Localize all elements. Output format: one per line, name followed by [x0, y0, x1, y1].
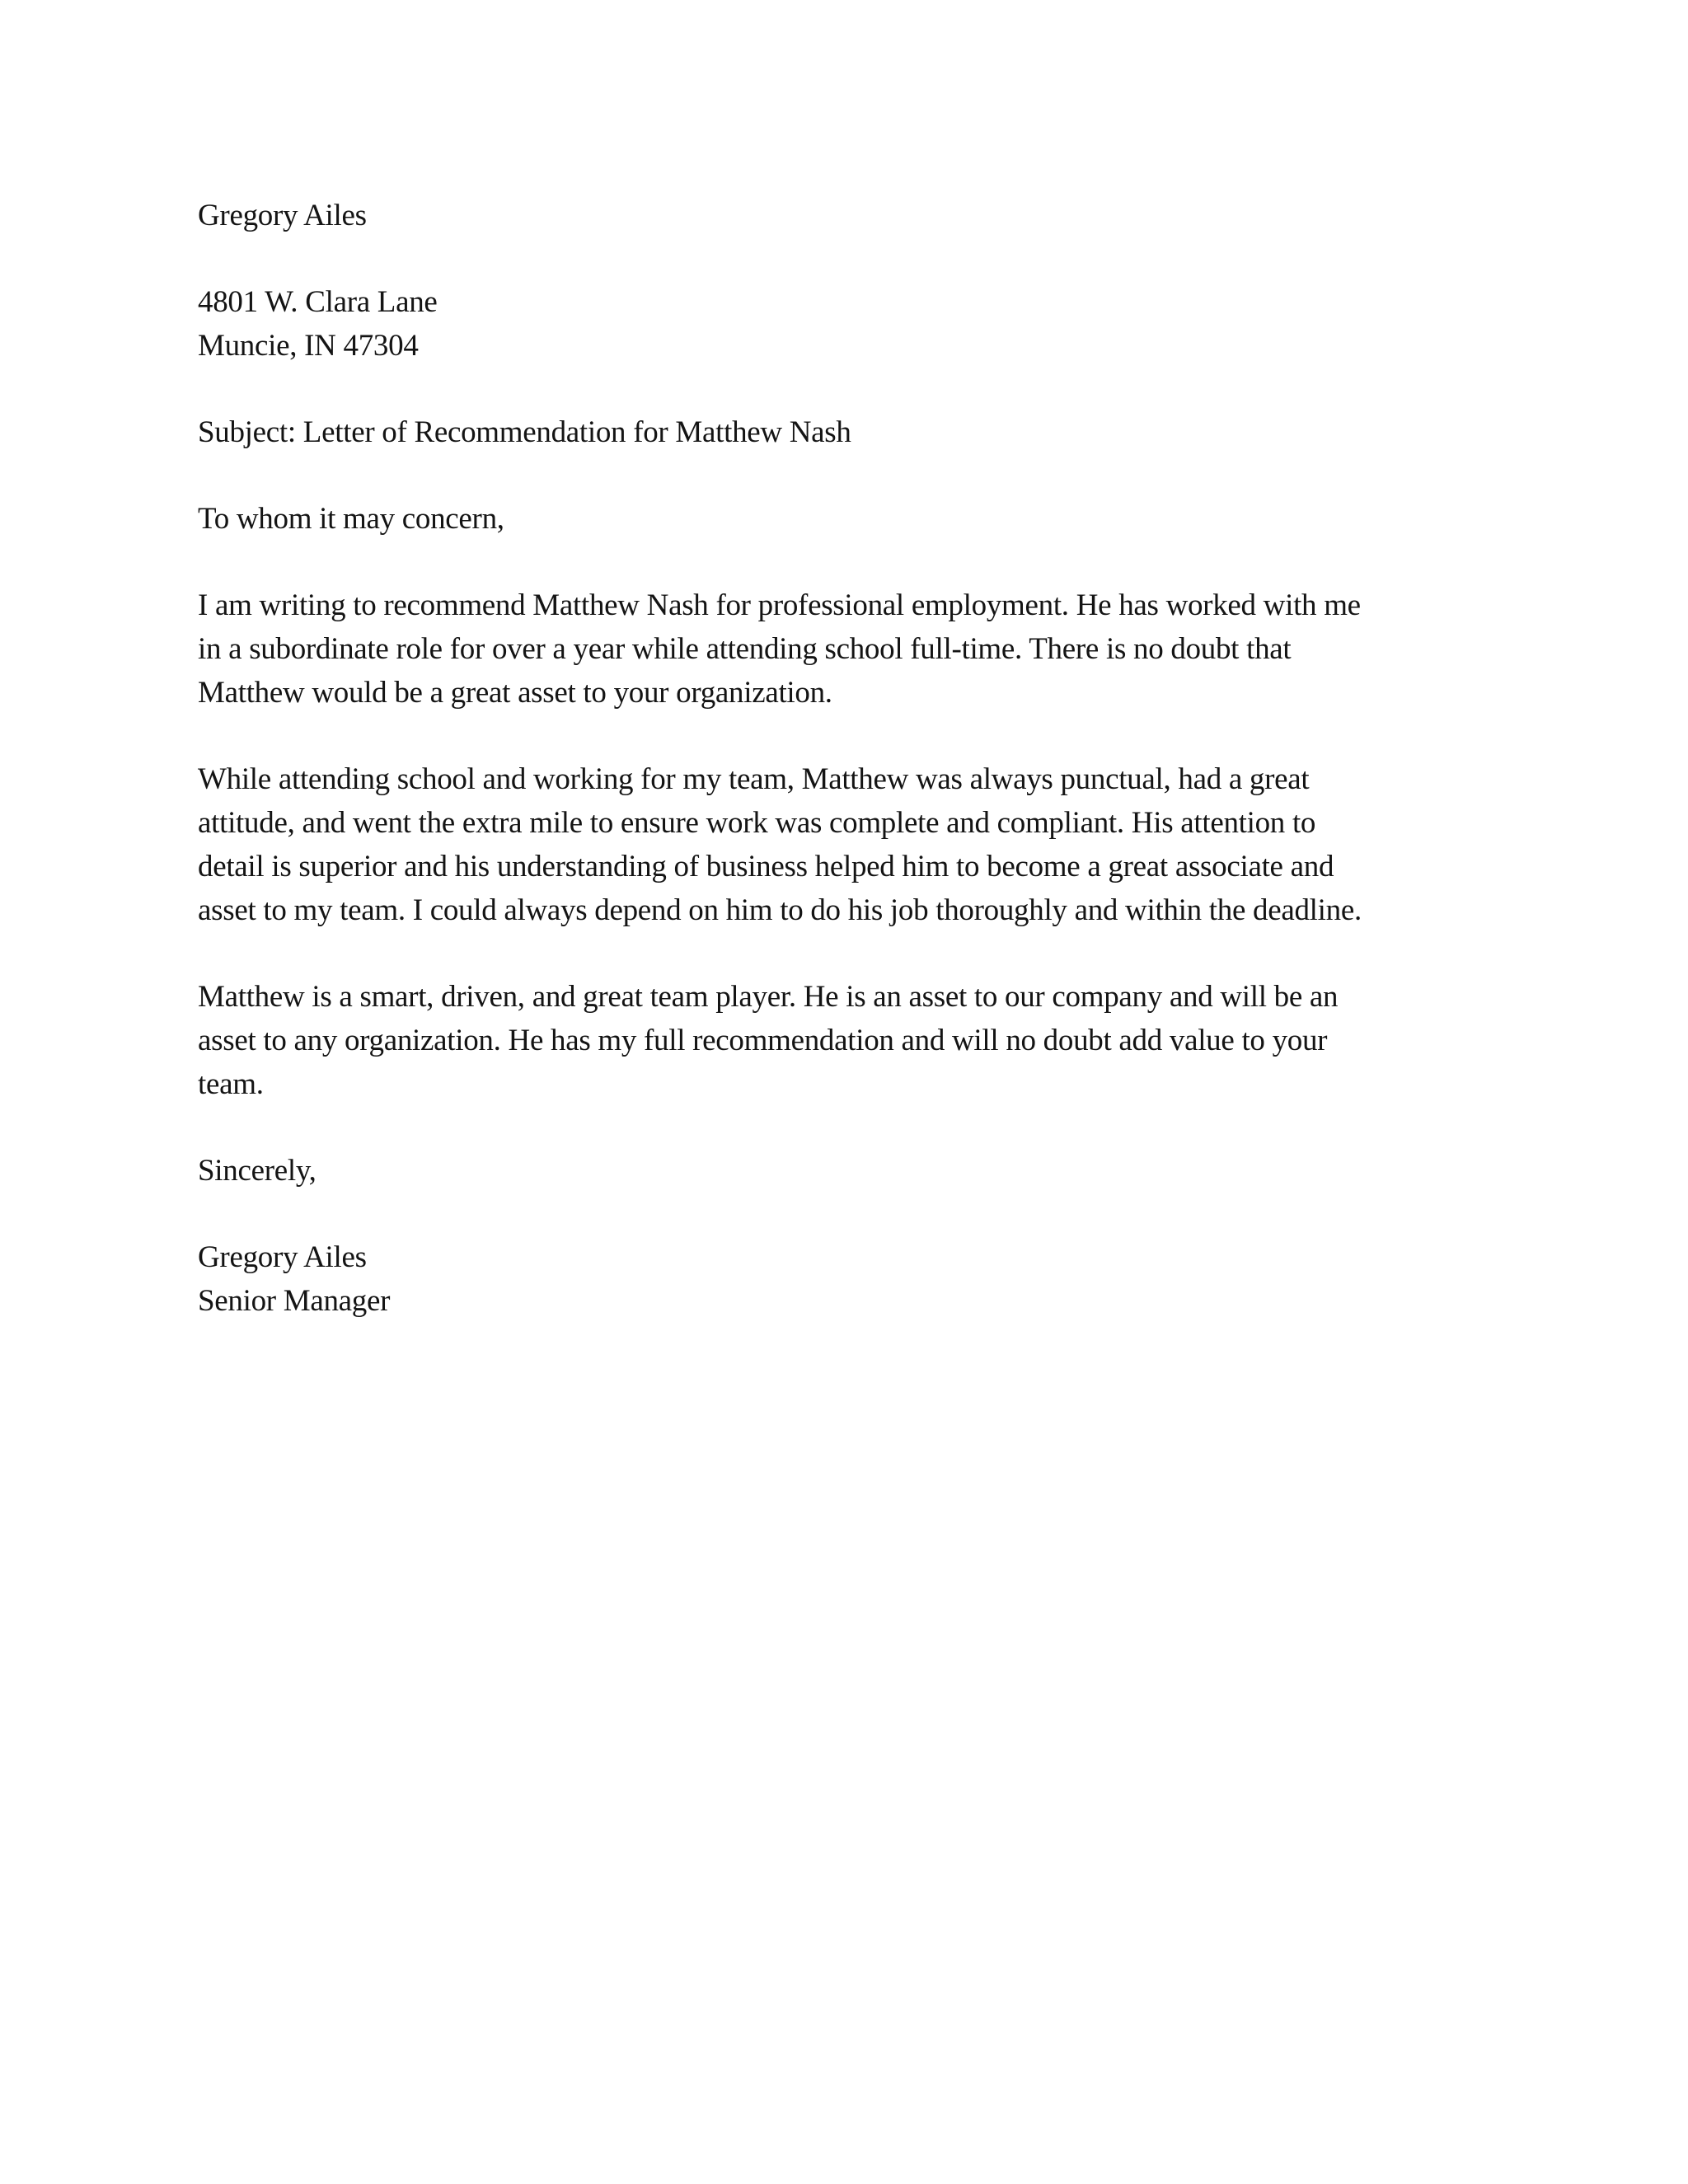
paragraph-line: Matthew would be a great asset to your organization. — [198, 676, 832, 710]
sender-address — [198, 280, 1517, 368]
closing-block — [198, 1149, 1517, 1193]
paragraph-line: attitude, and went the extra mile to ensure work was complete and compliant. His attention to — [198, 806, 1316, 840]
address-line-1: 4801 W. Clara Lane — [198, 285, 438, 319]
paragraph-line: detail is superior and his understanding of business helped him to become a great associate and — [198, 850, 1334, 883]
signature-title: Senior Manager — [198, 1284, 391, 1318]
sender-name: Gregory Ailes — [198, 199, 367, 232]
paragraph-1 — [198, 583, 1517, 715]
subject-block — [198, 410, 1517, 454]
paragraph-line: team. — [198, 1067, 264, 1101]
salutation: To whom it may concern, — [198, 502, 504, 536]
closing: Sincerely, — [198, 1154, 316, 1188]
letter-body — [198, 194, 1517, 1366]
address-line-2: Muncie, IN 47304 — [198, 329, 419, 363]
signature-name: Gregory Ailes — [198, 1240, 367, 1274]
sender-name-block — [198, 194, 1517, 237]
signature-block — [198, 1235, 1517, 1323]
paragraph-line: asset to any organization. He has my full recommendation and will no doubt add value to your — [198, 1024, 1328, 1057]
paragraph-2 — [198, 757, 1517, 932]
paragraph-line: I am writing to recommend Matthew Nash for professional employment. He has worked with me — [198, 588, 1361, 622]
subject-line: Subject: Letter of Recommendation for Matthew Nash — [198, 415, 851, 449]
paragraph-line: asset to my team. I could always depend on him to do his job thoroughly and within the deadline. — [198, 893, 1362, 927]
salutation-block — [198, 497, 1517, 541]
paragraph-line: in a subordinate role for over a year while attending school full-time. There is no doubt that — [198, 632, 1292, 666]
paragraph-line: Matthew is a smart, driven, and great team player. He is an asset to our company and will be an — [198, 980, 1339, 1014]
paragraph-3 — [198, 975, 1517, 1106]
paragraph-line: While attending school and working for my team, Matthew was always punctual, had a great — [198, 762, 1310, 796]
